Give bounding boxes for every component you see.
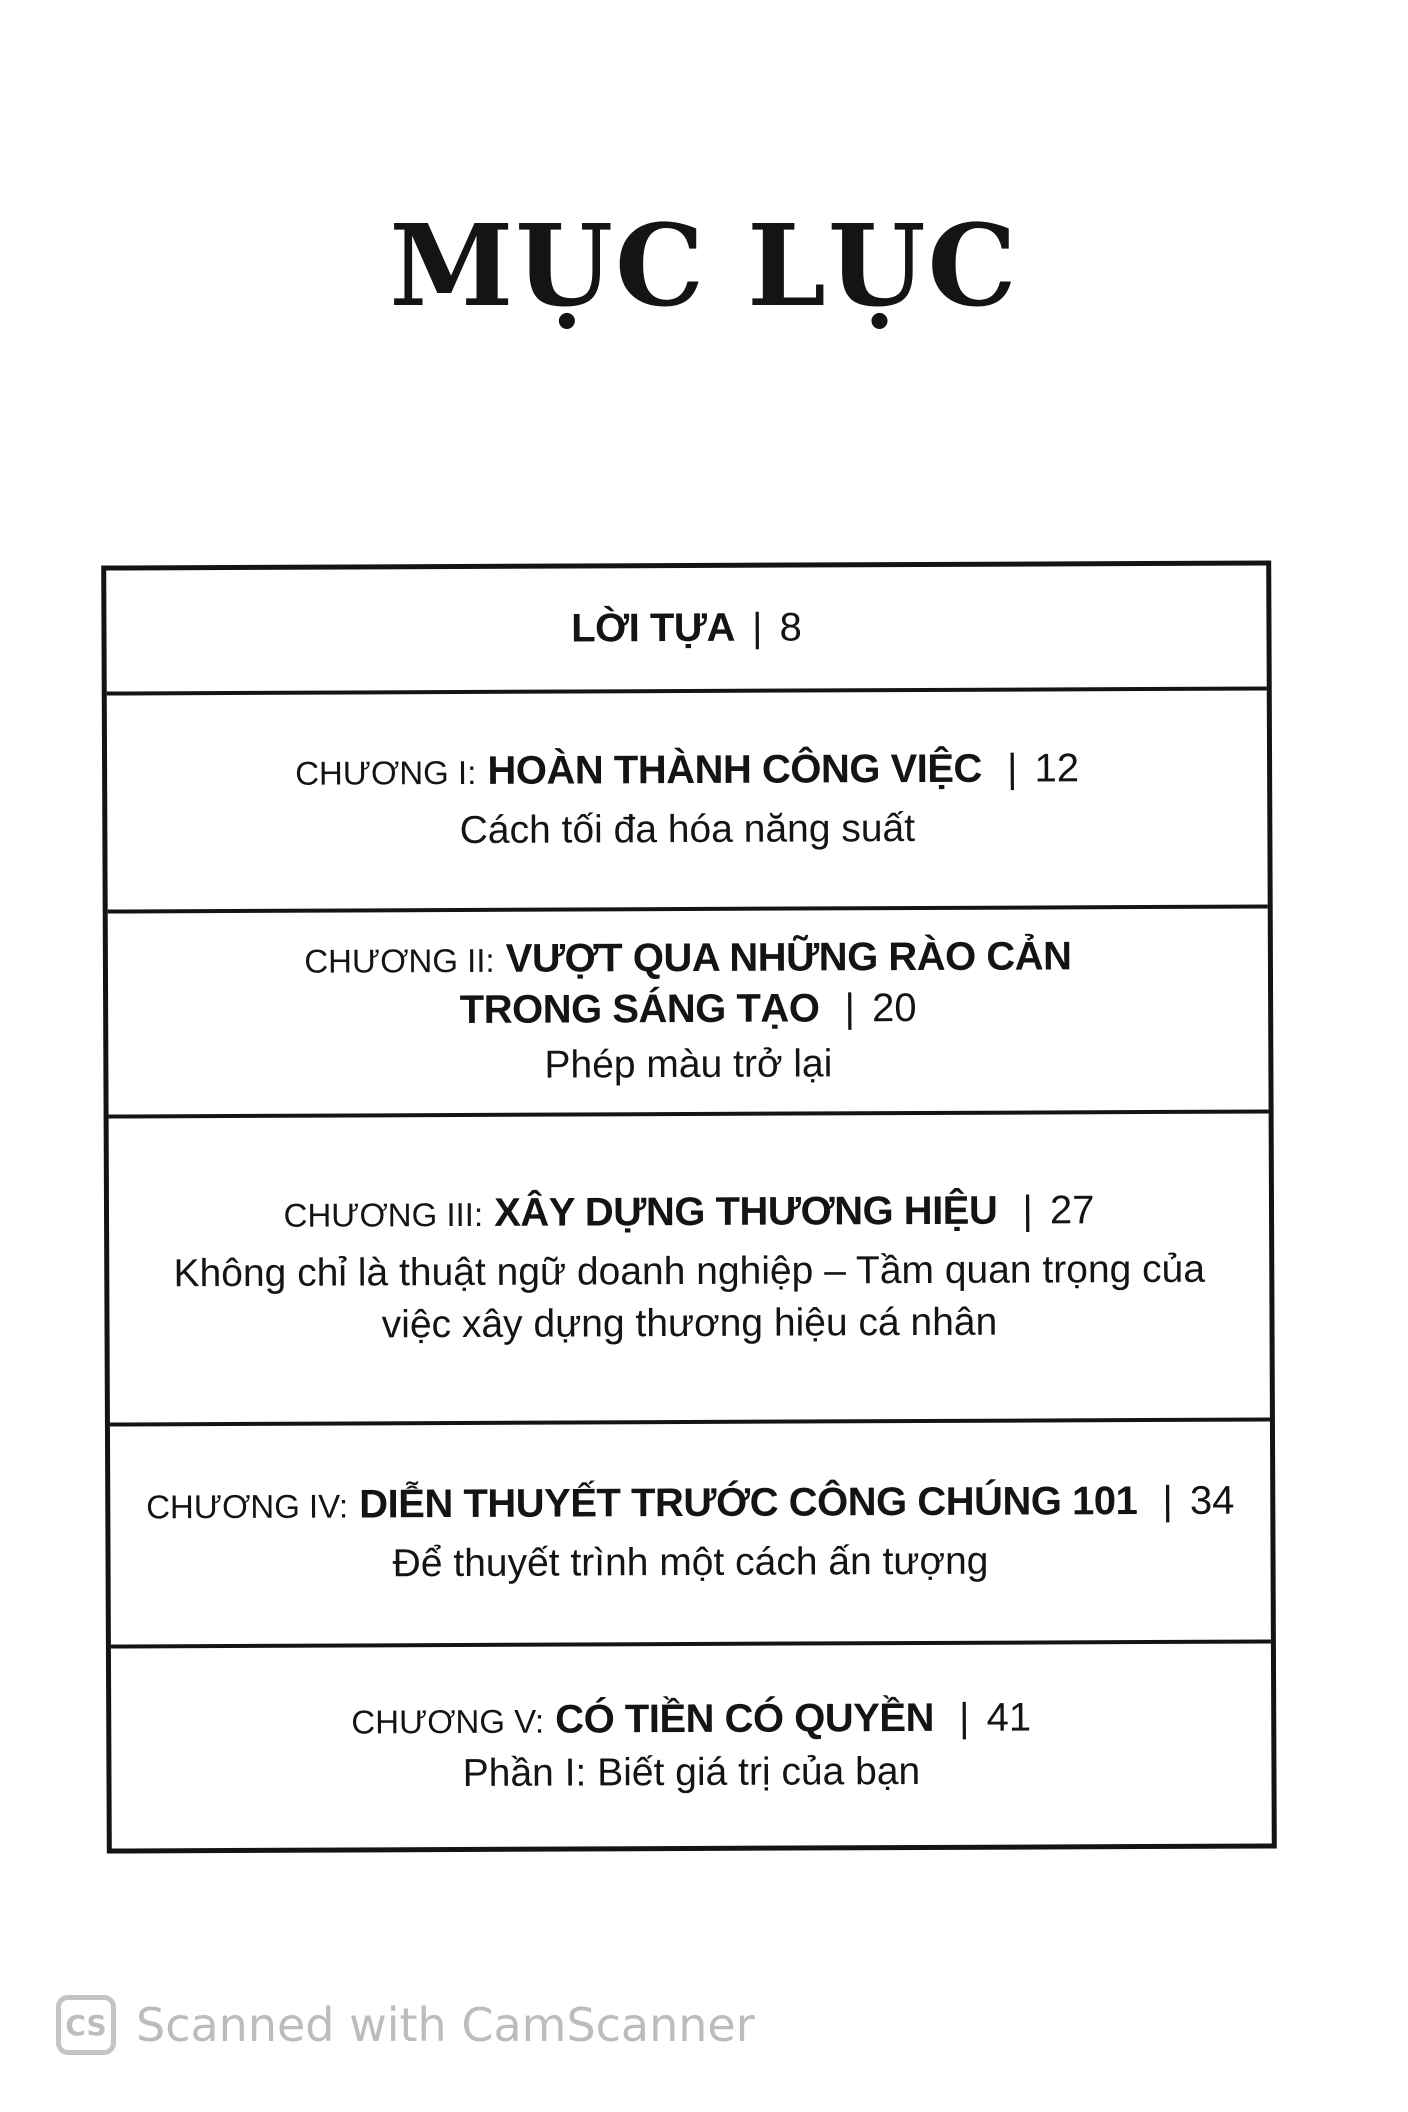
chapter-2-separator: | <box>844 986 855 1031</box>
chapter-2-heading <box>304 931 1072 1037</box>
chapter-5-heading <box>351 1692 1031 1746</box>
preface-page: 8 <box>779 605 802 650</box>
chapter-2-label: CHƯƠNG II: <box>304 941 495 980</box>
page-title: MỤC LỤC <box>389 201 1019 332</box>
chapter-4-subtitle: Để thuyết trình một cách ấn tượng <box>392 1539 989 1586</box>
toc-row-chapter-4[interactable] <box>110 1421 1271 1648</box>
chapter-3-page: 27 <box>1049 1188 1095 1233</box>
toc-row-preface[interactable] <box>106 565 1267 695</box>
preface-heading <box>571 602 802 654</box>
chapter-2-heading-line-1 <box>304 931 1071 986</box>
chapter-1-page: 12 <box>1034 745 1080 791</box>
chapter-1-heading <box>295 743 1079 798</box>
chapter-5-title: CÓ TIỀN CÓ QUYỀN <box>555 1695 935 1742</box>
chapter-4-separator: | <box>1162 1478 1173 1523</box>
watermark-text: Scanned with CamScanner <box>136 1998 755 2052</box>
chapter-4-label: CHƯƠNG IV: <box>146 1487 349 1526</box>
preface-title: LỜI TỰA <box>571 605 736 651</box>
toc-row-chapter-5[interactable] <box>111 1643 1272 1848</box>
chapter-2-subtitle: Phép màu trở lại <box>544 1042 833 1087</box>
preface-separator: | <box>751 605 763 650</box>
chapter-5-page: 41 <box>986 1695 1032 1740</box>
toc-row-chapter-3[interactable] <box>109 1113 1270 1426</box>
toc-row-chapter-2[interactable] <box>108 908 1269 1118</box>
chapter-4-title: DIỄN THUYẾT TRƯỚC CÔNG CHÚNG 101 <box>359 1478 1138 1527</box>
chapter-3-label: CHƯƠNG III: <box>283 1195 484 1234</box>
chapter-5-label: CHƯƠNG V: <box>351 1702 545 1741</box>
chapter-3-subtitle <box>153 1244 1225 1352</box>
chapter-3-subtitle-line-1: Không chỉ là thuật ngữ doanh nghiệp – Tầm quan trọng của <box>173 1247 1206 1296</box>
chapter-2-heading-line-2 <box>304 982 1071 1037</box>
chapter-3-heading <box>283 1185 1094 1240</box>
chapter-1-separator: | <box>1006 746 1018 791</box>
chapter-4-page: 34 <box>1189 1478 1235 1523</box>
chapter-4-heading <box>146 1475 1234 1531</box>
chapter-2-title-line-1: VƯỢT QUA NHỮNG RÀO CẢN <box>505 933 1072 981</box>
toc-row-chapter-1[interactable] <box>107 690 1268 913</box>
table-of-contents <box>101 560 1277 1853</box>
chapter-1-label: CHƯƠNG I: <box>295 753 477 792</box>
camscanner-watermark <box>56 1995 755 2055</box>
chapter-3-subtitle-line-2: việc xây dựng thương hiệu cá nhân <box>381 1300 998 1346</box>
chapter-1-subtitle: Cách tối đa hóa năng suất <box>459 806 916 852</box>
chapter-3-separator: | <box>1022 1188 1033 1233</box>
chapter-2-page: 20 <box>871 985 917 1030</box>
chapter-1-title: HOÀN THÀNH CÔNG VIỆC <box>487 746 982 793</box>
camscanner-logo-icon: CS <box>56 1995 116 2055</box>
chapter-3-title: XÂY DỰNG THƯƠNG HIỆU <box>494 1188 998 1235</box>
chapter-5-separator: | <box>958 1695 970 1740</box>
chapter-2-title-line-2: TRONG SÁNG TẠO <box>459 986 820 1032</box>
chapter-5-subtitle: Phần I: Biết giá trị của bạn <box>462 1749 921 1795</box>
